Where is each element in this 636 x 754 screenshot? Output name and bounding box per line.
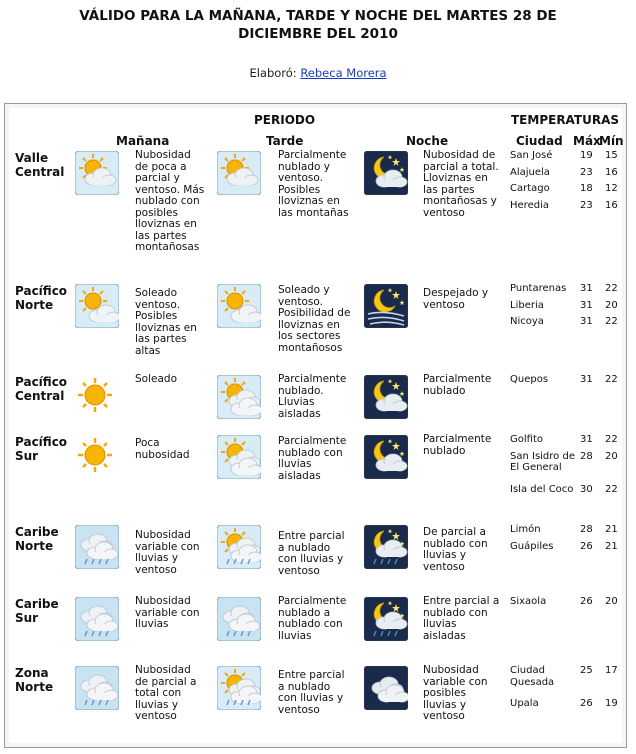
region-name-line1: Caribe [15,525,59,539]
temp-min: 20 [605,596,618,607]
temp-max: 31 [580,283,593,294]
title-line-2: DICIEMBRE DEL 2010 [238,26,398,42]
city-name: Limón [510,524,541,535]
author-line [0,66,636,80]
city-name: Guápiles [510,540,554,552]
temp-max: 28 [580,524,593,535]
temp-max: 19 [580,150,593,161]
moon-wind-icon [364,284,408,328]
morning-forecast-text: Nubosidad de poca a parcial y ventoso. Más nublado con posibles lloviznas en las partes montañosas [135,149,205,253]
noche-header: Noche [406,134,449,148]
afternoon-forecast-text: Entre parcial a nublado con lluvias y ventoso [278,669,345,716]
night-forecast-text: Despejado y ventoso [423,287,489,311]
cloud-rain-icon [217,597,261,641]
city-name: Ciudad Quesada [510,665,555,688]
forecast-table-body [9,108,622,743]
city-name: Heredia [510,199,549,211]
afternoon-forecast-text: Entre parcial a nublado con lluvias y ventoso [278,530,345,577]
morning-forecast-text: Nubosidad de parcial a total con lluvias y ventoso [135,664,197,722]
temp-min: 20 [605,299,618,311]
city-name: Sixaola [510,596,547,607]
night-forecast-text: Parcialmente nublado [423,373,492,397]
region-name-line1: Valle [15,151,49,165]
sun-cloud-rain-icon [217,525,261,569]
afternoon-forecast-text: Parcialmente nublado a nublado con lluvias [278,595,347,642]
region-name [15,525,77,553]
region-name [15,435,77,463]
region-name [15,666,77,694]
partly-cloudy-sun-icon [217,151,261,195]
city-name: Isla del Coco [510,483,574,495]
temp-max: 23 [580,166,593,178]
title-line-1: VÁLIDO PARA LA MAÑANA, TARDE Y NOCHE DEL MARTES 28 DE [79,8,557,24]
city-name: Puntarenas [510,283,567,294]
sun-cloud-icon [75,284,119,328]
moon-cloud-rain-icon [364,597,408,641]
afternoon-forecast-text: Parcialmente nublado y ventoso. Posibles lloviznas en las montañas [278,149,349,219]
city-name: Nicoya [510,316,544,327]
temp-min: 22 [605,283,618,294]
region-name-line1: Zona [15,666,49,680]
region-name-line2: Central [15,165,65,179]
moon-cloud-rain-icon [364,525,408,569]
city-name: Golfito [510,434,543,445]
max-header: Máx [573,134,601,148]
temp-min: 22 [605,374,618,385]
cloud-rain-icon [75,525,119,569]
temp-max: 31 [580,316,593,327]
night-forecast-text: Nubosidad de parcial a total. Lloviznas en las partes montañosas y ventoso [423,149,499,219]
moon-clouds-icon [364,375,408,419]
temp-min: 15 [605,150,618,161]
sun-icon [75,435,119,479]
city-name: Quepos [510,374,549,385]
temp-max: 25 [580,665,593,676]
sun-cloud-icon [217,284,261,328]
temp-max: 28 [580,450,593,462]
manana-header: Mañana [116,134,170,148]
night-forecast-text: Entre parcial a nublado con lluvias aisladas [423,595,500,642]
morning-forecast-text: Soleado [135,373,177,385]
partly-cloudy-sun-icon [75,151,119,195]
sun-cloud-rain-icon [217,666,261,710]
temperaturas-header: TEMPERATURAS [511,113,620,127]
region-name-line2: Sur [15,611,39,625]
periodo-header: PERIODO [254,113,316,127]
temp-min: 21 [605,524,618,535]
region-name-line1: Pacífico [15,435,68,449]
temp-min: 22 [605,434,618,445]
min-header: Mín [599,134,624,148]
temp-min: 12 [605,183,618,194]
region-name-line1: Caribe [15,597,59,611]
morning-forecast-text: Nubosidad variable con lluvias [135,595,200,630]
region-name-line2: Norte [15,298,54,312]
temp-min: 22 [605,483,618,495]
temp-max: 26 [580,698,593,709]
region-name [15,375,77,403]
temp-max: 31 [580,299,593,311]
night-forecast-text: Nubosidad variable con posibles lluvias y ventoso [423,664,488,722]
region-name-line2: Norte [15,539,54,553]
region-name [15,151,77,179]
city-name: San Isidro de El General [510,450,575,473]
city-name: Liberia [510,299,544,311]
temp-max: 26 [580,596,593,607]
morning-forecast-text: Poca nubosidad [135,437,190,461]
temp-min: 19 [605,698,618,709]
sun-clouds-icon [217,375,261,419]
region-name-line1: Pacífico [15,284,68,298]
night-forecast-text: De parcial a nublado con lluvias y ventoso [423,526,488,573]
region-name-line2: Norte [15,680,54,694]
city-name: Alajuela [510,166,550,178]
temp-max: 31 [580,434,593,445]
city-name: Upala [510,698,539,709]
temp-max: 23 [580,199,593,211]
author-link[interactable]: Rebeca Morera [300,66,387,80]
author-label: Elaboró: [249,66,297,80]
temp-max: 18 [580,183,593,194]
night-clouds-icon [364,666,408,710]
night-forecast-text: Parcialmente nublado [423,433,492,457]
region-name [15,597,77,625]
region-name-line1: Pacífico [15,375,68,389]
temp-max: 30 [580,483,593,495]
cloud-rain-icon [75,666,119,710]
sun-clouds-icon [217,435,261,479]
region-name-line2: Sur [15,449,39,463]
morning-forecast-text: Nubosidad variable con lluvias y ventoso [135,529,200,576]
forecast-table [4,103,627,748]
moon-clouds-icon [364,435,408,479]
region-name [15,284,77,312]
temp-min: 17 [605,665,618,676]
sun-icon [75,375,119,419]
page-title [0,7,636,43]
temp-min: 20 [605,450,618,462]
temp-max: 26 [580,540,593,552]
afternoon-forecast-text: Soleado y ventoso. Posibilidad de lloviznas en los sectores montañosos [278,284,351,354]
temp-min: 16 [605,199,618,211]
afternoon-forecast-text: Parcialmente nublado. Lluvias aisladas [278,373,347,420]
tarde-header: Tarde [266,134,304,148]
region-name-line2: Central [15,389,65,403]
temp-min: 16 [605,166,618,178]
afternoon-forecast-text: Parcialmente nublado con lluvias aisladas [278,435,347,482]
city-name: Cartago [510,183,550,194]
temp-min: 21 [605,540,618,552]
temp-min: 22 [605,316,618,327]
city-name: San José [510,150,553,161]
morning-forecast-text: Soleado ventoso. Posibles lloviznas en las partes altas [135,287,197,357]
cloud-rain-icon [75,597,119,641]
temp-max: 31 [580,374,593,385]
moon-clouds-icon [364,151,408,195]
ciudad-header: Ciudad [516,134,563,148]
